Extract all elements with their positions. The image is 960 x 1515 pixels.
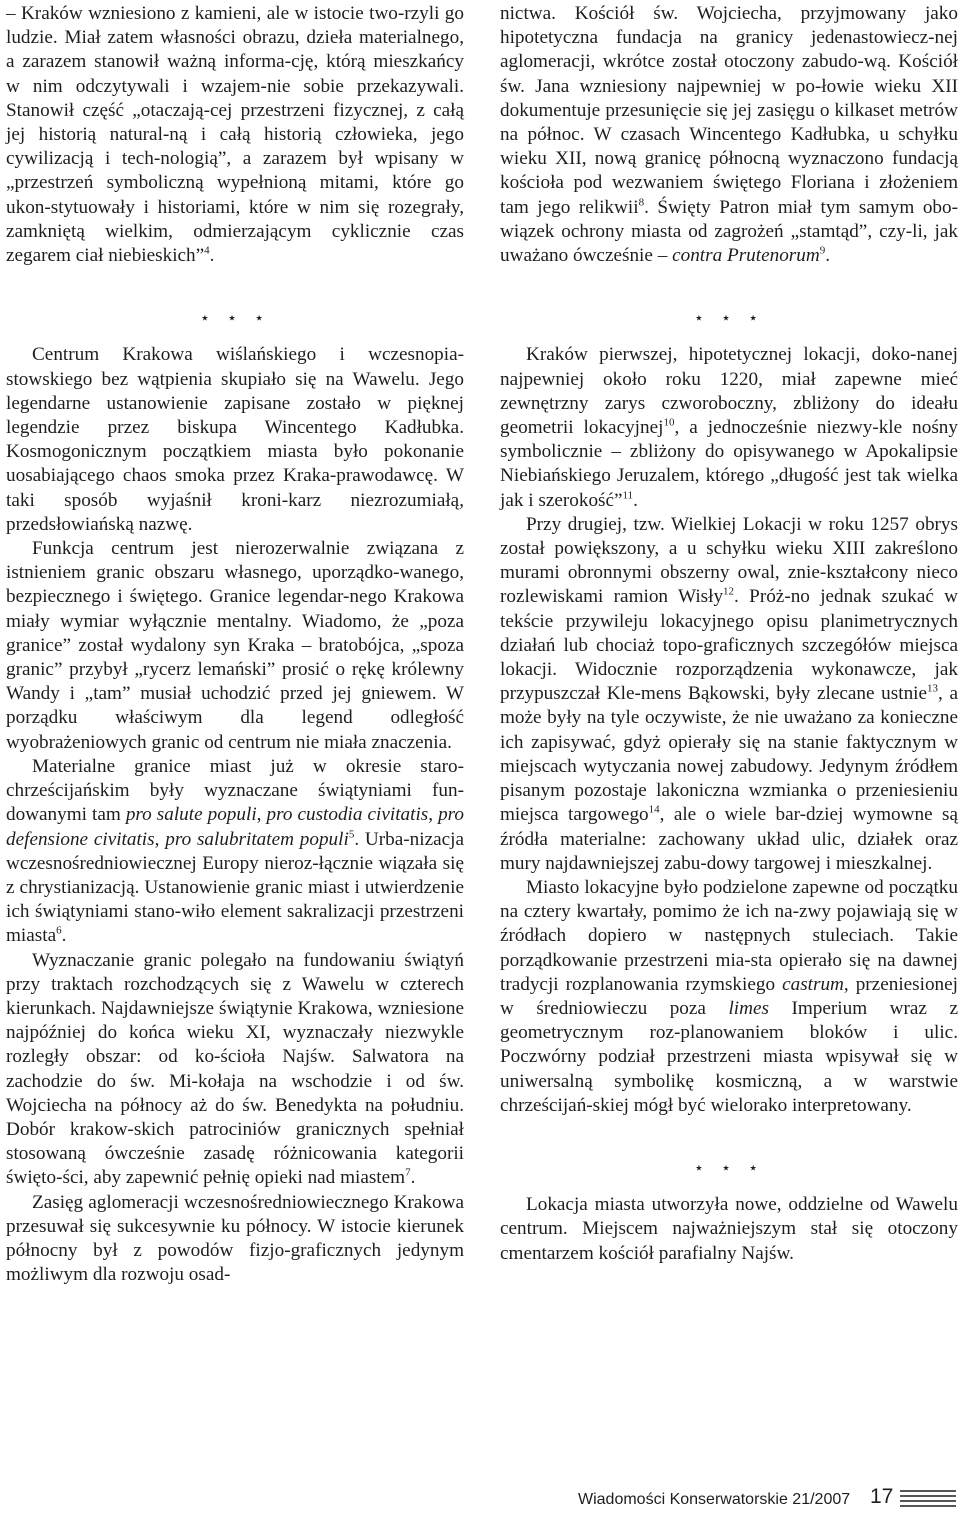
paragraph-text: Wyznaczanie granic polegało na fundowaniu świątyń przy traktach rozchodzących się z Wawelu w czterech kierunkach. Najdawniejsze świątynie Krakowa, wzniesione najpóźniej do końca wieku XI, wyznaczały niezwykle rozległy obszar: od ko-ścioła Najśw. Salwatora na zachodzie do św. Mi-kołaja na wschodzie i od św. Wojciecha na północy aż do św. Benedykta na południu. Dobór krakow-skich patrociniów granicznych spełniał stosowaną ówcześnie zasadę różnicowania kategorii święto-ści, aby zapewnić pełnię opieki nad miastem	[6, 949, 464, 1189]
punct: .	[209, 245, 215, 267]
footnote-ref: 14	[648, 803, 660, 816]
page-number: 17	[870, 1485, 894, 1508]
paragraph	[6, 755, 464, 949]
paragraph-text: , przeniesionej w średniowieczu poza	[500, 973, 958, 1019]
footnote-ref: 6	[56, 924, 62, 937]
latin-phrase: pro custodia civitatis	[266, 804, 429, 826]
paragraph	[6, 2, 464, 268]
paragraph	[500, 2, 958, 268]
paragraph-text: nictwa. Kościół św. Wojciecha, przyjmowany jako hipotetyczna fundacja na granicy jedenastowiecz-nej aglomeracji, wkrótce został otoczony zabudo-wą. Kościół św. Jana wzniesiony najpewniej w po-łowie wieku XII dokumentuje przesunięcie się jej zasięgu o kilkaset metrów na północ. W czasach Wincentego Kadłubka, u schyłku wieku XII, nową granicę północną wyznaczono fundacją kościoła pod wezwaniem świętego Floriana i złożeniem tam jego relikwii	[500, 3, 958, 218]
punct: .	[825, 245, 831, 267]
paragraph: Zasięg aglomeracji wczesnośredniowiecznego Krakowa przesuwał się sukcesywnie ku północy. W istocie kierunek północny był z powodów fizjo-graficznych jedynym możliwym dla rozwoju osad-	[6, 1191, 464, 1286]
latin-phrase: contra Prutenorum	[672, 245, 820, 267]
punct: .	[633, 489, 638, 511]
paragraph	[6, 949, 464, 1191]
latin-phrase: pro salute populi	[125, 804, 257, 826]
paragraph-text: – Kraków wzniesiono z kamieni, ale w istocie two-rzyli go ludzie. Miał zatem własności obrazu, dzieła materialnego, a zarazem stanowił ważną informa-cję, którą mieszkańcy w nim odczytywali i wzajem-nie sobie przekazywali. Stanowił część „otaczają-cej przestrzeni fizycznej, z całą jej historią natural-ną i całą historią człowieka, jego cywilizacją i tech-nologią”, a zarazem był wpisany w „przestrzeń symboliczną wypełnioną mitami, które go ukon-stytuowały i historiami, które w nim się rozegrały, zamkniętą wielkim, odmierzającym cyklicznie czas zegarem ciał niebieskich”	[6, 3, 464, 267]
latin-word: castrum	[782, 973, 844, 995]
footnote-ref: 4	[204, 244, 210, 257]
latin-word: limes	[728, 997, 769, 1019]
paragraph: Centrum Krakowa wiślańskiego i wczesnopia-stowskiego bez wątpienia skupiało się na Wawelu. Jego legendarne ustanowienie zapisane zostało w pięknej legendzie przez biskupa Wincentego Kadłubka. Kosmogonicznym początkiem miasta było pokonanie uosabiającego chaos smoka przez Kraka-prawodawcę. W taki sposób wyjaśnił kroni-karz niezrozumiałą, przedsłowiańską nazwę.	[6, 344, 464, 535]
footnote-ref: 10	[663, 416, 675, 429]
footnote-ref: 5	[348, 828, 355, 841]
paragraph: Funkcja centrum jest nierozerwalnie związana z istnieniem granic obszaru własnego, uporządko-wanego, bezpiecznego i świętego. Granice legendar-nego Krakowa miały wymiar wyłącznie mentalny. Wiadomo, że „poza granice” został wydalony syn Kraka – bratobójca, „spoza granic” przybył „rycerz lemański” prosić o rękę królewny Wandy i „tam” musiał uchodzić przed jej gniewem. W porządku właściwym dla legend odległość wyobrażeniowych granic od centrum nie miała znaczenia.	[6, 538, 464, 753]
punct: ,	[256, 804, 267, 826]
footnote-ref: 13	[927, 682, 939, 695]
left-column	[6, 2, 464, 1287]
footnote-ref: 9	[819, 244, 826, 257]
paragraph-text: , a jednocześnie niezwy-kle nośny symbolicznie – zbliżony do opisywanego w Apokalipsie Niebiańskiego Jeruzalem, którego „długość jest tak wielka jak i szerokość”	[500, 417, 958, 511]
section-divider-stars: ⋆ ⋆ ⋆	[693, 308, 765, 328]
paragraph-text: Materialne granice miast już w okresie staro-chrześcijańskim były wyznaczane świątyniami fun-dowanymi tam	[6, 755, 464, 826]
paragraph	[500, 343, 958, 512]
punct: .	[61, 925, 67, 947]
punct: .	[410, 1167, 416, 1189]
footnote-ref: 12	[723, 586, 735, 599]
footnote-ref: 11	[622, 489, 634, 502]
section-divider-stars: ⋆ ⋆ ⋆	[693, 1157, 765, 1177]
latin-phrase: pro defensione civitatis	[6, 804, 465, 850]
right-column	[500, 2, 958, 1266]
paragraph-text: , ale o wiele bar-dziej wymowne są źródła materialne: zachowany układ ulic, działek oraz mury najdawniejszej zabu-dowy targowej i mieszkalnej.	[500, 804, 958, 874]
section-divider-stars: ⋆ ⋆ ⋆	[199, 308, 271, 328]
journal-title: Wiadomości Konserwatorskie 21/2007	[578, 1491, 851, 1508]
paragraph-text: Przy drugiej, tzw. Wielkiej Lokacji w roku 1257 obrys został powiększony, a u schyłku wieku XIII zakreślono murami obronnymi obszerny owal, znie-kształcony nieco rozlewiskami ramion Wisły	[500, 513, 958, 608]
footnote-ref: 8	[638, 196, 645, 209]
paragraph-text: Imperium wraz z geometrycznym roz-planowaniem bloków i ulic. Poczwórny podział przestrzeni miasta wpisywał się w uniwersalną symbolikę kosmiczną, a w warstwie chrześcijań-skiej mógł być wielorako interpretowany.	[500, 997, 958, 1116]
punct: ,	[428, 804, 439, 826]
paragraph: Lokacja miasta utworzyła nowe, oddzielne od Wawelu centrum. Miejscem najważniejszym stał się otoczony cmentarzem kościół parafialny Najśw.	[500, 1194, 958, 1264]
punct: ,	[154, 828, 166, 850]
paragraph-text: Miasto lokacyjne było podzielone zapewne od początku na cztery kwartały, pomimo że ich na-zwy pojawiają się w źródłach dopiero w następnych stuleciach. Takie porządkowanie przestrzeni mia-sta opierało się na dawnej tradycji rozplanowania rzymskiego	[500, 876, 958, 995]
footnote-ref: 7	[405, 1166, 411, 1179]
latin-phrase: pro salubritatem populi	[165, 828, 349, 850]
decorative-lines-icon	[900, 1488, 956, 1510]
paragraph	[500, 513, 958, 876]
paragraph	[500, 876, 958, 1118]
paragraph-text: . Urba-nizacja wczesnośredniowiecznej Europy nieroz-łącznie wiązała się z chrystianizacją. Ustanowienie granic miast i utwierdzenie ich świątyniami stano-wiło element sakralizacji przestrzeni miasta	[6, 828, 464, 947]
paragraph-text: Kraków pierwszej, hipotetycznej lokacji, doko-nanej najpewniej około roku 1220, miał zapewne mieć zewnętrzny zarys czworoboczny, zbliżony do ideału geometrii lokacyjnej	[500, 344, 958, 439]
paragraph-text: . Próż-no jednak szukać w tekście przywileju lokacyjnego opisu planimetrycznych działań lub chociaż topo-graficznych szczegółów miejsca lokacji. Widocznie rozporządzenia wykonawcze, jak przypuszczał Kle-mens Bąkowski, były zlecane ustnie	[500, 586, 959, 705]
page-footer	[578, 1485, 956, 1513]
paragraph-text: . Święty Patron miał tym samym obo-wiązek ochrony miasta od zagrożeń „stamtąd”, czy-li, jak uważano ówcześnie –	[500, 196, 958, 267]
paragraph-text: , a może były na tyle oczywiste, że nie uważano za konieczne ich zapisywać, gdyż opierały się na stanie faktycznym w miejscach wytyczania nowej zabudowy. Jedynym źródłem pisanym pozostaje lakoniczna wzmianka o przeniesieniu miejsca targowego	[500, 683, 958, 826]
